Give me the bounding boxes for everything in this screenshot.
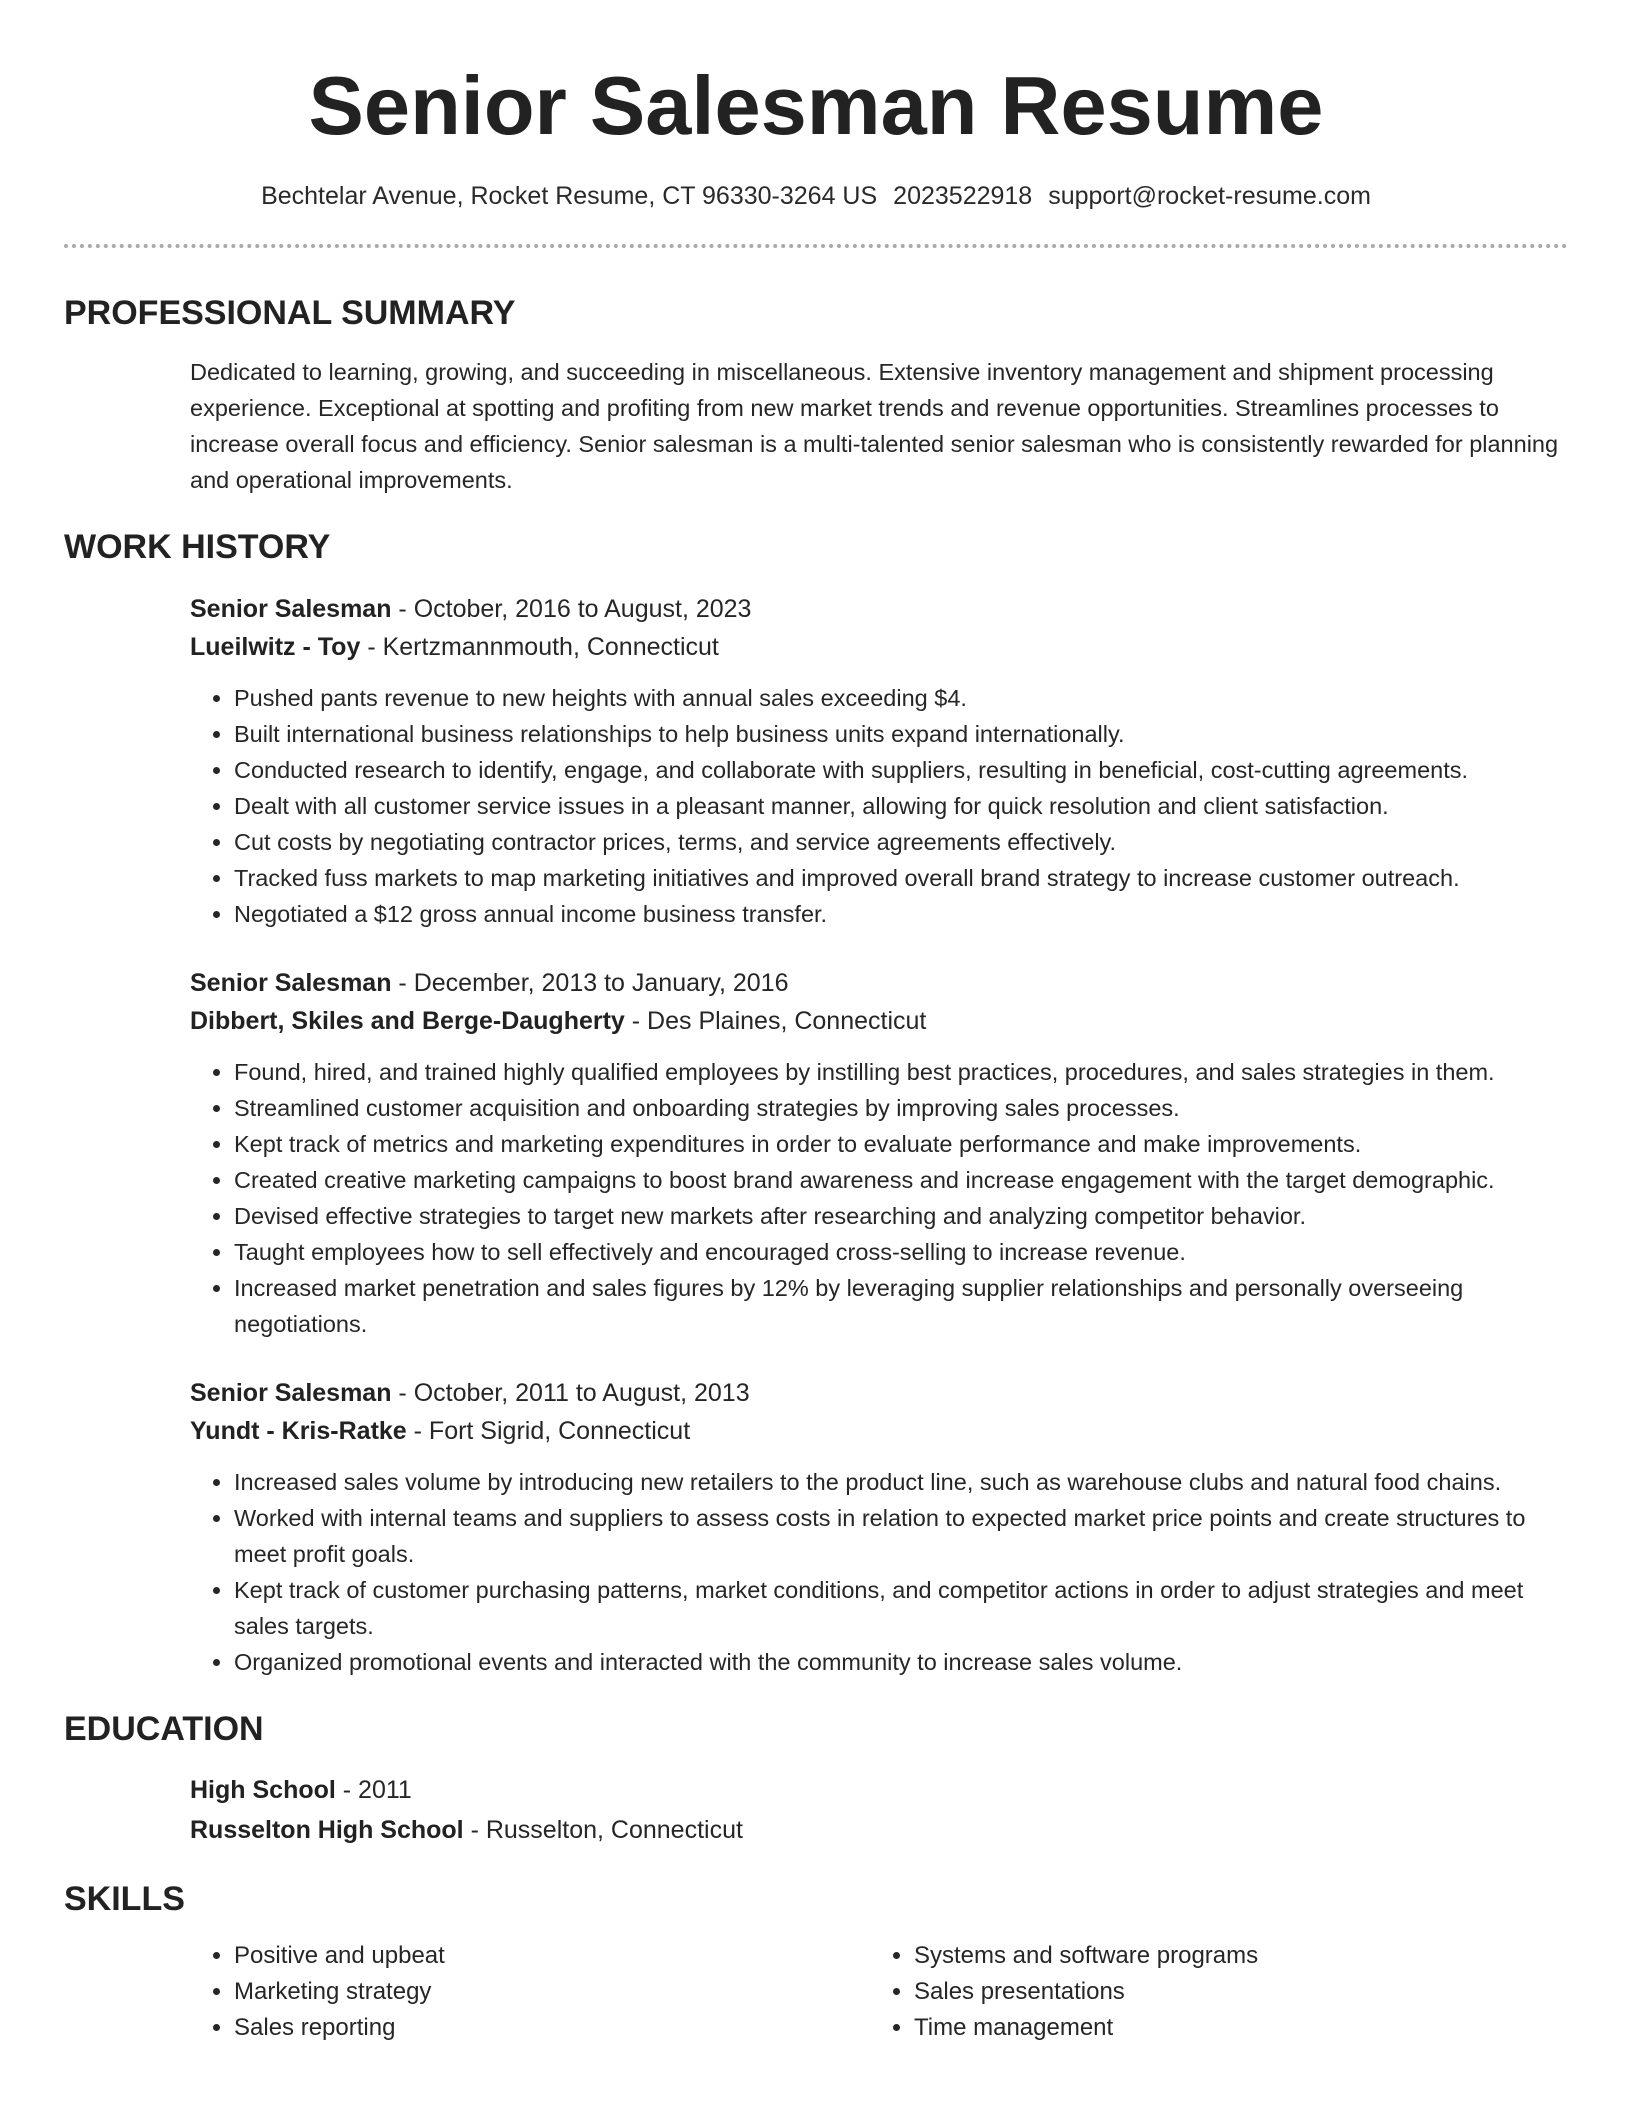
job-location: - Kertzmannmouth, Connecticut — [360, 633, 719, 661]
list-item: • Worked with internal teams and suppliers to assess costs in relation to expected market price points and create structures to meet profit goals. — [234, 1500, 1568, 1572]
job-role: Senior Salesman — [190, 969, 392, 997]
job-location: - Des Plaines, Connecticut — [624, 1007, 927, 1035]
job-role: Senior Salesman — [190, 1379, 392, 1407]
job-role: Senior Salesman — [190, 595, 392, 623]
section-title-work-history: WORK HISTORY — [64, 528, 331, 566]
page-title: Senior Salesman Resume — [308, 59, 1324, 152]
contact-address: Bechtelar Avenue, Rocket Resume, CT 96330-3264 US — [261, 182, 878, 210]
skill-item: • Sales presentations — [914, 1974, 1550, 2010]
skills-grid — [190, 1938, 1568, 2046]
job-bullets — [190, 1054, 1568, 1342]
section-title-summary: PROFESSIONAL SUMMARY — [64, 294, 516, 332]
list-item: • Increased sales volume by introducing new retailers to the product line, such as warehouse clubs and natural food chains. — [234, 1464, 1568, 1500]
skill-item: • Systems and software programs — [914, 1938, 1550, 1974]
list-item: • Taught employees how to sell effectively and encouraged cross-selling to increase revenue. — [234, 1234, 1568, 1270]
skills-column-left — [190, 1938, 870, 2046]
education-school: Russelton High School — [190, 1816, 464, 1844]
education-location: - Russelton, Connecticut — [463, 1816, 743, 1844]
resume-page — [64, 0, 1568, 2046]
list-item: • Kept track of metrics and marketing expenditures in order to evaluate performance and make improvements. — [234, 1126, 1568, 1162]
contact-phone: 2023522918 — [893, 182, 1033, 210]
skill-item: • Sales reporting — [234, 2010, 870, 2046]
contact-email: support@rocket-resume.com — [1048, 182, 1371, 210]
job-dates: - December, 2013 to January, 2016 — [391, 969, 789, 997]
job-dates: - October, 2016 to August, 2023 — [391, 595, 752, 623]
education-entry — [190, 1770, 1568, 1850]
job-entry-2 — [190, 964, 1568, 1342]
summary-text: Dedicated to learning, growing, and succeeding in miscellaneous. Extensive inventory management and shipment processing experience. Exceptional at spotting and profiting from new market trends and revenue opportunities. Streamlines processes to increase overall focus and efficiency. Senior salesman is a multi-talented senior salesman who is consistently rewarded for planning and operational improvements. — [190, 359, 1559, 493]
education-degree-line — [190, 1770, 1568, 1810]
skill-item: • Positive and upbeat — [234, 1938, 870, 1974]
job-title-line — [190, 1374, 1568, 1412]
list-item: • Pushed pants revenue to new heights with annual sales exceeding $4. — [234, 680, 1568, 716]
job-title-line — [190, 590, 1568, 628]
contact-line — [64, 180, 1568, 212]
job-company: Lueilwitz - Toy — [190, 633, 361, 661]
skills-list-left — [190, 1938, 870, 2046]
list-item: • Negotiated a $12 gross annual income business transfer. — [234, 896, 1568, 932]
list-item: • Devised effective strategies to target new markets after researching and analyzing competitor behavior. — [234, 1198, 1568, 1234]
list-item: • Found, hired, and trained highly qualified employees by instilling best practices, procedures, and sales strategies in them. — [234, 1054, 1568, 1090]
list-item: • Conducted research to identify, engage, and collaborate with suppliers, resulting in beneficial, cost-cutting agreements. — [234, 752, 1568, 788]
skills-column-right — [870, 1938, 1550, 2046]
job-company-line — [190, 628, 1568, 666]
job-bullets — [190, 680, 1568, 932]
list-item: • Streamlined customer acquisition and onboarding strategies by improving sales processes. — [234, 1090, 1568, 1126]
list-item: • Created creative marketing campaigns to boost brand awareness and increase engagement with the target demographic. — [234, 1162, 1568, 1198]
skill-item: • Time management — [914, 2010, 1550, 2046]
section-title-skills: SKILLS — [64, 1880, 185, 1918]
list-item: • Dealt with all customer service issues in a pleasant manner, allowing for quick resolution and client satisfaction. — [234, 788, 1568, 824]
job-company-line — [190, 1412, 1568, 1450]
job-entry-1 — [190, 590, 1568, 932]
job-company: Dibbert, Skiles and Berge-Daugherty — [190, 1007, 625, 1035]
education-year: - 2011 — [335, 1776, 412, 1804]
section-title-education: EDUCATION — [64, 1710, 264, 1748]
list-item: • Cut costs by negotiating contractor prices, terms, and service agreements effectively. — [234, 824, 1568, 860]
list-item: • Built international business relationships to help business units expand internationally. — [234, 716, 1568, 752]
list-item: • Organized promotional events and interacted with the community to increase sales volume. — [234, 1644, 1568, 1680]
job-company: Yundt - Kris-Ratke — [190, 1417, 407, 1445]
header-divider — [64, 244, 1568, 248]
job-location: - Fort Sigrid, Connecticut — [406, 1417, 691, 1445]
skill-item: • Marketing strategy — [234, 1974, 870, 2010]
job-company-line — [190, 1002, 1568, 1040]
skills-list-right — [870, 1938, 1550, 2046]
job-bullets — [190, 1464, 1568, 1680]
list-item: • Tracked fuss markets to map marketing initiatives and improved overall brand strategy to increase customer outreach. — [234, 860, 1568, 896]
job-title-line — [190, 964, 1568, 1002]
list-item: • Increased market penetration and sales figures by 12% by leveraging supplier relationships and personally overseeing negotiations. — [234, 1270, 1568, 1342]
education-school-line — [190, 1810, 1568, 1850]
education-degree: High School — [190, 1776, 336, 1804]
list-item: • Kept track of customer purchasing patterns, market conditions, and competitor actions in order to adjust strategies and meet sales targets. — [234, 1572, 1568, 1644]
job-entry-3 — [190, 1374, 1568, 1680]
job-dates: - October, 2011 to August, 2013 — [391, 1379, 750, 1407]
